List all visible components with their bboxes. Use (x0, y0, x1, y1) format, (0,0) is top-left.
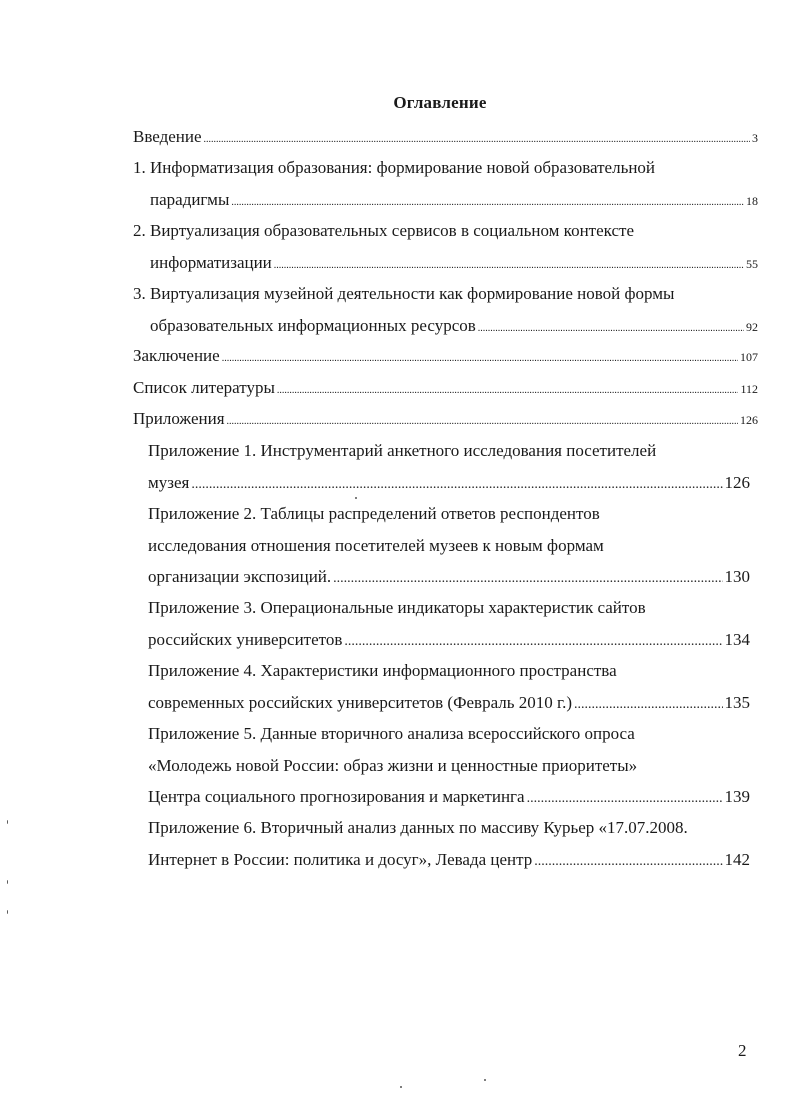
toc-entry-page: 126 (740, 413, 758, 427)
dot-leader (231, 192, 744, 214)
scan-speck (7, 910, 8, 914)
appendix-5-line1[interactable]: Приложение 5. Данные вторичного анализа всероссийского опроса (148, 724, 635, 743)
appendix-4-entry[interactable] (148, 692, 750, 714)
toc-entry-page: 130 (724, 567, 750, 586)
appendix-3-line1[interactable]: Приложение 3. Операциональные индикаторы характеристик сайтов (148, 598, 646, 617)
dot-leader (534, 849, 722, 873)
dot-leader (344, 629, 722, 653)
toc-entry-page: 55 (746, 257, 758, 271)
scan-speck (7, 880, 8, 884)
toc-entry-chapter-1-line1[interactable]: 1. Информатизация образования: формирование новой образовательной (133, 158, 656, 177)
toc-entry-text: Приложения (133, 409, 225, 428)
toc-entry-page: 112 (740, 382, 758, 396)
toc-entry-text: музея (148, 473, 190, 492)
toc-entry-text: Список литературы (133, 378, 275, 397)
toc-entry-appendices[interactable] (133, 408, 758, 430)
scan-speck (484, 1079, 486, 1081)
toc-entry-text: организации экспозиций. (148, 567, 332, 586)
toc-entry-text: информатизации (150, 253, 272, 272)
dot-leader (191, 472, 722, 496)
toc-entry-page: 18 (746, 194, 758, 208)
dot-leader (227, 411, 738, 433)
toc-entry-page: 134 (724, 630, 750, 649)
appendix-2-line2[interactable]: исследования отношения посетителей музеев к новым формам (148, 536, 604, 555)
toc-entry-text: Центра социального прогнозирования и маркетинга (148, 787, 525, 806)
dot-leader (277, 380, 739, 402)
toc-entry-page: 139 (724, 787, 750, 806)
dot-leader (574, 692, 723, 716)
appendix-2-line1[interactable]: Приложение 2. Таблицы распределений ответов респондентов (148, 504, 600, 523)
toc-entry-page: 135 (724, 693, 750, 712)
toc-entry-page: 126 (724, 473, 750, 492)
toc-title: Оглавление (393, 93, 487, 112)
appendix-6-entry[interactable] (148, 849, 750, 871)
toc-entry-conclusion[interactable] (133, 345, 758, 367)
toc-entry-introduction[interactable] (133, 126, 758, 148)
appendix-6-line1[interactable]: Приложение 6. Вторичный анализ данных по массиву Курьер «17.07.2008. (148, 818, 688, 837)
appendix-1-line1[interactable]: Приложение 1. Инструментарий анкетного исследования посетителей (148, 441, 657, 460)
toc-entry-bibliography[interactable] (133, 377, 758, 399)
scan-speck (7, 820, 8, 824)
dot-leader (333, 566, 722, 590)
appendix-5-line2[interactable]: «Молодежь новой России: образ жизни и ценностные приоритеты» (148, 756, 638, 775)
page-number: 2 (738, 1041, 747, 1060)
appendix-1-entry[interactable] (148, 472, 750, 494)
toc-entry-text: современных российских университетов (Февраль 2010 г.) (148, 693, 572, 712)
appendix-3-entry[interactable] (148, 629, 750, 651)
toc-entry-page: 3 (752, 131, 758, 145)
toc-entry-text: российских университетов (148, 630, 343, 649)
dot-leader (527, 786, 723, 810)
dot-leader (274, 255, 744, 277)
dot-leader (222, 348, 738, 370)
toc-entry-text: образовательных информационных ресурсов (150, 316, 476, 335)
toc-entry-chapter-3[interactable] (150, 315, 758, 337)
appendix-4-line1[interactable]: Приложение 4. Характеристики информационного пространства (148, 661, 617, 680)
toc-entry-chapter-3-line1[interactable]: 3. Виртуализация музейной деятельности как формирование новой формы (133, 284, 675, 303)
toc-entry-text: парадигмы (150, 190, 230, 209)
toc-entry-text: Введение (133, 127, 202, 146)
appendix-5-entry[interactable] (148, 786, 750, 808)
toc-entry-page: 142 (724, 850, 750, 869)
toc-entry-page: 92 (746, 320, 758, 334)
toc-entry-chapter-2[interactable] (150, 252, 758, 274)
dot-leader (204, 129, 750, 151)
toc-entry-text: Заключение (133, 346, 220, 365)
appendix-2-entry[interactable] (148, 566, 750, 588)
toc-entry-page: 107 (740, 350, 758, 364)
toc-entry-text: Интернет в России: политика и досуг», Левада центр (148, 850, 533, 869)
toc-entry-chapter-1[interactable] (150, 189, 758, 211)
toc-entry-chapter-2-line1[interactable]: 2. Виртуализация образовательных сервисов в социальном контексте (133, 221, 634, 240)
scan-speck (355, 497, 357, 499)
scan-speck (400, 1086, 402, 1088)
dot-leader (478, 318, 744, 340)
